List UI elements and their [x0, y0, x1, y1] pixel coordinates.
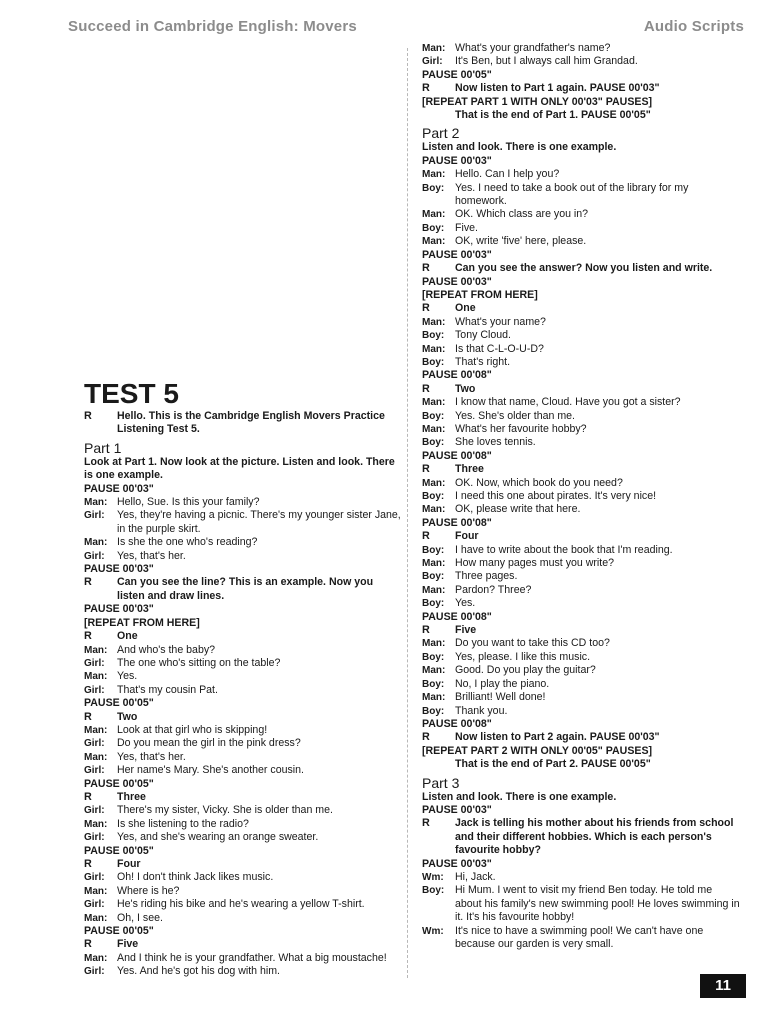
dialog-line: [84, 818, 402, 831]
dialog-text: Jack is telling his mother about his friends from school and their different hobbies. Which is each person's favourite hobby?: [455, 817, 734, 857]
speaker-label: Man:: [84, 671, 108, 683]
script-direction: PAUSE 00'03": [422, 248, 492, 261]
speaker-label: Boy:: [422, 182, 445, 194]
dialog-text: Yes. And he's got his dog with him.: [117, 965, 280, 978]
dialog-line: [422, 42, 740, 55]
speaker-label: Man:: [422, 692, 446, 704]
dialog-line: [422, 109, 740, 122]
dialog-line: [84, 885, 402, 898]
dialog-line: [422, 664, 740, 677]
speaker-label: Man:: [422, 209, 446, 221]
dialog-text: Tony Cloud.: [455, 329, 511, 342]
dialog-text: OK, write 'five' here, please.: [455, 235, 587, 248]
dialog-text: Four: [455, 530, 479, 543]
speaker-label: Man:: [84, 537, 108, 549]
dialog-line: [84, 644, 402, 657]
section-title: Audio Scripts: [643, 18, 744, 35]
speaker-label: Man:: [84, 497, 108, 509]
speaker-label: Man:: [422, 477, 446, 489]
dialog-line: [422, 82, 740, 95]
dialog-text: And who's the baby?: [117, 643, 216, 656]
speaker-label: Boy:: [422, 437, 445, 449]
speaker-label: R: [422, 530, 430, 543]
dialog-text: The one who's sitting on the table?: [117, 656, 281, 669]
dialog-line: [422, 222, 740, 235]
dialog-text: That's my cousin Pat.: [117, 683, 218, 696]
speaker-label: Boy:: [422, 330, 445, 342]
speaker-label: Man:: [84, 751, 108, 763]
dialog-text: Hello. This is the Cambridge English Movers Practice Listening Test 5.: [117, 410, 385, 436]
dialog-text: One: [455, 302, 476, 315]
dialog-text: Two: [455, 382, 476, 395]
script-direction: PAUSE 00'05": [84, 925, 154, 938]
speaker-label: Boy:: [422, 491, 445, 502]
dialog-text: Is she listening to the radio?: [117, 817, 249, 830]
dialog-line: [422, 691, 740, 704]
speaker-label: R: [84, 576, 92, 589]
dialog-line: [422, 329, 740, 342]
dialog-line: [84, 898, 402, 911]
book-title: Succeed in Cambridge English: Movers: [68, 18, 357, 35]
speaker-label: Man:: [422, 43, 446, 54]
dialog-line: [84, 657, 402, 670]
dialog-text: Can you see the line? This is an example. Now you listen and draw lines.: [117, 576, 374, 602]
dialog-line: [422, 705, 740, 718]
speaker-label: Boy:: [422, 678, 445, 690]
dialog-line: [422, 55, 740, 68]
speaker-label: Man:: [84, 644, 108, 656]
dialog-line: [422, 731, 740, 744]
dialog-line: [84, 952, 402, 965]
speaker-label: R: [422, 262, 430, 275]
speaker-label: Man:: [422, 504, 446, 516]
dialog-line: [84, 496, 402, 509]
dialog-text: Oh! I don't think Jack likes music.: [117, 871, 274, 884]
dialog-line: [422, 530, 740, 543]
speaker-label: Man:: [422, 665, 446, 677]
dialog-text: Good. Do you play the guitar?: [455, 664, 596, 677]
dialog-line: [422, 343, 740, 356]
script-direction: PAUSE 00'05": [84, 777, 154, 790]
script-direction: PAUSE 00'05": [422, 68, 492, 81]
dialog-line: [84, 938, 402, 951]
dialog-line: [84, 804, 402, 817]
dialog-text: Yes.: [117, 670, 138, 683]
script-direction: PAUSE 00'08": [422, 369, 492, 382]
dialog-text: Yes. She's older than me.: [455, 409, 576, 422]
dialog-line: [422, 871, 740, 884]
dialog-line: [84, 684, 402, 697]
dialog-text: What's your grandfather's name?: [455, 42, 611, 54]
dialog-line: [422, 758, 740, 771]
dialog-text: Five.: [455, 221, 478, 234]
dialog-text: It's nice to have a swimming pool! We can't have one because our garden is very small.: [455, 924, 704, 950]
dialog-line: [84, 965, 402, 978]
speaker-label: Girl:: [84, 684, 105, 696]
speaker-label: Girl:: [84, 805, 105, 817]
dialog-text: Hello, Sue. Is this your family?: [117, 496, 260, 509]
dialog-text: Look at that girl who is skipping!: [117, 723, 268, 736]
speaker-label: Girl:: [84, 899, 105, 911]
speaker-label: Boy:: [422, 598, 445, 610]
dialog-text: I have to write about the book that I'm reading.: [455, 543, 673, 556]
dialog-text: She loves tennis.: [455, 436, 536, 449]
speaker-label: Man:: [422, 397, 446, 409]
speaker-label: Man:: [422, 638, 446, 650]
dialog-text: Is that C-L-O-U-D?: [455, 342, 544, 355]
dialog-text: Five: [455, 624, 477, 637]
dialog-text: Hi, Jack.: [455, 870, 496, 883]
dialog-text: It's Ben, but I always call him Grandad.: [455, 55, 638, 68]
dialog-text: I know that name, Cloud. Have you got a sister?: [455, 396, 681, 409]
dialog-text: Yes, that's her.: [117, 750, 186, 763]
speaker-label: R: [84, 630, 92, 643]
dialog-text: Now listen to Part 1 again. PAUSE 00'03": [455, 82, 660, 95]
speaker-label: R: [422, 731, 430, 744]
dialog-text: Can you see the answer? Now you listen and write.: [455, 262, 713, 275]
speaker-label: Boy:: [422, 222, 445, 234]
speaker-label: Man:: [422, 558, 446, 570]
speaker-label: R: [84, 858, 92, 870]
script-direction: PAUSE 00'03": [422, 154, 492, 167]
speaker-label: Man:: [422, 423, 446, 435]
dialog-text: Yes.: [455, 597, 476, 610]
script-direction: PAUSE 00'03": [84, 563, 154, 576]
test-title: TEST 5: [84, 378, 179, 409]
speaker-label: R: [84, 938, 92, 951]
column-divider: [407, 48, 408, 978]
dialog-text: Her name's Mary. She's another cousin.: [117, 764, 304, 777]
script-direction: PAUSE 00'08": [422, 717, 492, 730]
speaker-label: Man:: [422, 236, 446, 248]
speaker-label: Girl:: [84, 765, 105, 777]
speaker-label: Man:: [84, 724, 108, 736]
speaker-label: Girl:: [84, 966, 105, 978]
dialog-text: Brilliant! Well done!: [455, 691, 546, 704]
dialog-text: Four: [117, 858, 141, 870]
dialog-line: [422, 316, 740, 329]
part-heading: Part 2: [422, 125, 460, 142]
page-number: 11: [700, 974, 746, 998]
dialog-text: One: [117, 630, 138, 643]
dialog-text: Is she the one who's reading?: [117, 536, 258, 549]
speaker-label: Girl:: [84, 657, 105, 669]
speaker-label: Wm:: [422, 871, 444, 883]
dialog-line: [84, 737, 402, 750]
speaker-label: R: [422, 463, 430, 476]
dialog-text: Now listen to Part 2 again. PAUSE 00'03": [455, 731, 660, 744]
dialog-text: Yes, that's her.: [117, 549, 186, 562]
dialog-line: [84, 791, 402, 804]
part-heading: Part 3: [422, 774, 460, 791]
dialog-line: [422, 302, 740, 315]
script-direction: PAUSE 00'03": [84, 603, 154, 616]
dialog-text: Three pages.: [455, 570, 518, 583]
dialog-line: [84, 630, 402, 643]
speaker-label: Boy:: [422, 651, 445, 663]
script-direction: PAUSE 00'08": [422, 449, 492, 462]
dialog-line: [422, 262, 740, 275]
dialog-text: That is the end of Part 2. PAUSE 00'05": [455, 758, 651, 771]
dialog-line: [422, 383, 740, 396]
dialog-line: [422, 884, 740, 924]
dialog-line: [84, 764, 402, 777]
dialog-line: [422, 436, 740, 449]
script-direction: PAUSE 00'03": [422, 803, 492, 816]
dialog-text: Yes. I need to take a book out of the library for my homework.: [455, 181, 689, 208]
dialog-text: Yes, please. I like this music.: [455, 650, 591, 663]
speaker-label: Man:: [422, 316, 446, 328]
dialog-line: [84, 509, 402, 536]
dialog-line: [422, 624, 740, 637]
dialog-line: [84, 831, 402, 844]
speaker-label: Girl:: [84, 832, 105, 844]
dialog-text: Hello. Can I help you?: [455, 168, 560, 181]
speaker-label: R: [84, 710, 92, 723]
dialog-line: [422, 557, 740, 570]
speaker-label: Boy:: [422, 885, 445, 897]
script-direction: Listen and look. There is one example.: [422, 790, 617, 803]
dialog-text: No, I play the piano.: [455, 677, 550, 690]
dialog-text: And I think he is your grandfather. What a big moustache!: [117, 951, 387, 964]
script-direction: PAUSE 00'05": [84, 844, 154, 857]
dialog-line: [422, 410, 740, 423]
speaker-label: R: [422, 382, 430, 395]
dialog-line: [422, 503, 740, 516]
speaker-label: Boy:: [422, 544, 445, 556]
dialog-text: Two: [117, 710, 138, 723]
dialog-text: How many pages must you write?: [455, 557, 614, 570]
speaker-label: Man:: [84, 885, 108, 897]
dialog-line: [422, 235, 740, 248]
speaker-label: Girl:: [84, 872, 105, 884]
script-direction: [REPEAT FROM HERE]: [422, 288, 538, 301]
dialog-line: [422, 570, 740, 583]
dialog-line: [422, 168, 740, 181]
dialog-text: Pardon? Three?: [455, 583, 532, 596]
speaker-label: Boy:: [422, 571, 445, 583]
script-direction: PAUSE 00'08": [422, 516, 492, 529]
dialog-line: [84, 550, 402, 563]
dialog-line: [422, 356, 740, 369]
dialog-text: Do you want to take this CD too?: [455, 637, 610, 650]
dialog-text: Yes, and she's wearing an orange sweater.: [117, 831, 319, 844]
dialog-text: Where is he?: [117, 884, 180, 897]
dialog-line: [422, 817, 740, 857]
speaker-label: Man:: [84, 818, 108, 830]
speaker-label: Man:: [422, 169, 446, 181]
speaker-label: Boy:: [422, 705, 445, 717]
dialog-text: That is the end of Part 1. PAUSE 00'05": [455, 109, 651, 122]
script-direction: Look at Part 1. Now look at the picture. Listen and look. There is one example.: [84, 455, 395, 482]
dialog-line: [422, 544, 740, 557]
dialog-text: He's riding his bike and he's wearing a yellow T-shirt.: [117, 898, 365, 911]
dialog-text: OK. Now, which book do you need?: [455, 476, 623, 489]
left-column: [84, 380, 402, 979]
speaker-label: Man:: [84, 912, 108, 924]
dialog-line: [84, 751, 402, 764]
speaker-label: R: [422, 624, 430, 637]
dialog-line: [84, 724, 402, 737]
dialog-text: What's her favourite hobby?: [455, 422, 587, 435]
script-direction: PAUSE 00'08": [422, 610, 492, 623]
dialog-line: [422, 584, 740, 597]
speaker-label: Girl:: [84, 550, 105, 562]
dialog-line: [84, 536, 402, 549]
script-direction: Listen and look. There is one example.: [422, 141, 617, 154]
dialog-text: Yes, they're having a picnic. There's my younger sister Jane, in the purple skirt.: [117, 509, 401, 535]
dialog-line: [422, 597, 740, 610]
script-direction: [REPEAT PART 1 WITH ONLY 00'03" PAUSES]: [422, 95, 653, 108]
script-direction: [REPEAT FROM HERE]: [84, 616, 200, 629]
dialog-line: [422, 208, 740, 221]
speaker-label: R: [422, 302, 430, 315]
dialog-text: Oh, I see.: [117, 911, 163, 924]
dialog-text: Do you mean the girl in the pink dress?: [117, 737, 301, 750]
dialog-line: [84, 711, 402, 724]
dialog-line: [422, 182, 740, 209]
dialog-text: There's my sister, Vicky. She is older than me.: [117, 804, 333, 817]
dialog-line: [422, 477, 740, 490]
speaker-label: Boy:: [422, 410, 445, 422]
dialog-line: [84, 670, 402, 683]
dialog-line: [84, 912, 402, 925]
script-direction: PAUSE 00'03": [422, 275, 492, 288]
dialog-text: Hi Mum. I went to visit my friend Ben today. He told me about his family's new swimming pool! He loves swimming in it. It's his favourite hobby!: [455, 884, 740, 924]
speaker-label: Man:: [422, 584, 446, 596]
speaker-label: R: [84, 790, 92, 803]
dialog-text: What's your name?: [455, 315, 546, 328]
script-direction: [REPEAT PART 2 WITH ONLY 00'05" PAUSES]: [422, 744, 653, 757]
speaker-label: Man:: [84, 952, 108, 964]
dialog-line: [422, 463, 740, 476]
dialog-line: [422, 396, 740, 409]
script-direction: PAUSE 00'03": [422, 857, 492, 870]
right-column: [422, 42, 740, 951]
dialog-text: Five: [117, 938, 139, 951]
speaker-label: R: [422, 82, 430, 95]
speaker-label: Wm:: [422, 925, 444, 937]
speaker-label: R: [422, 817, 430, 830]
dialog-text: OK, please write that here.: [455, 503, 581, 516]
script-direction: PAUSE 00'05": [84, 697, 154, 710]
dialog-text: Thank you.: [455, 704, 508, 717]
dialog-line: [422, 651, 740, 664]
dialog-text: Three: [455, 463, 484, 476]
speaker-label: R: [84, 410, 92, 422]
dialog-line: [84, 410, 402, 437]
speaker-label: Boy:: [422, 356, 445, 368]
dialog-line: [422, 637, 740, 650]
speaker-label: Girl:: [84, 738, 105, 750]
dialog-line: [422, 925, 740, 952]
speaker-label: Man:: [422, 343, 446, 355]
dialog-line: [422, 423, 740, 436]
dialog-line: [422, 490, 740, 503]
dialog-line: [84, 576, 402, 603]
speaker-label: Girl:: [422, 56, 443, 68]
dialog-line: [422, 678, 740, 691]
speaker-label: Girl:: [84, 510, 105, 522]
script-direction: PAUSE 00'03": [84, 482, 154, 495]
dialog-text: Three: [117, 790, 146, 803]
dialog-text: That's right.: [455, 355, 511, 368]
part-heading: Part 1: [84, 439, 122, 456]
dialog-line: [84, 858, 402, 871]
dialog-text: OK. Which class are you in?: [455, 208, 589, 221]
dialog-text: I need this one about pirates. It's very nice!: [455, 490, 657, 502]
dialog-line: [84, 871, 402, 884]
